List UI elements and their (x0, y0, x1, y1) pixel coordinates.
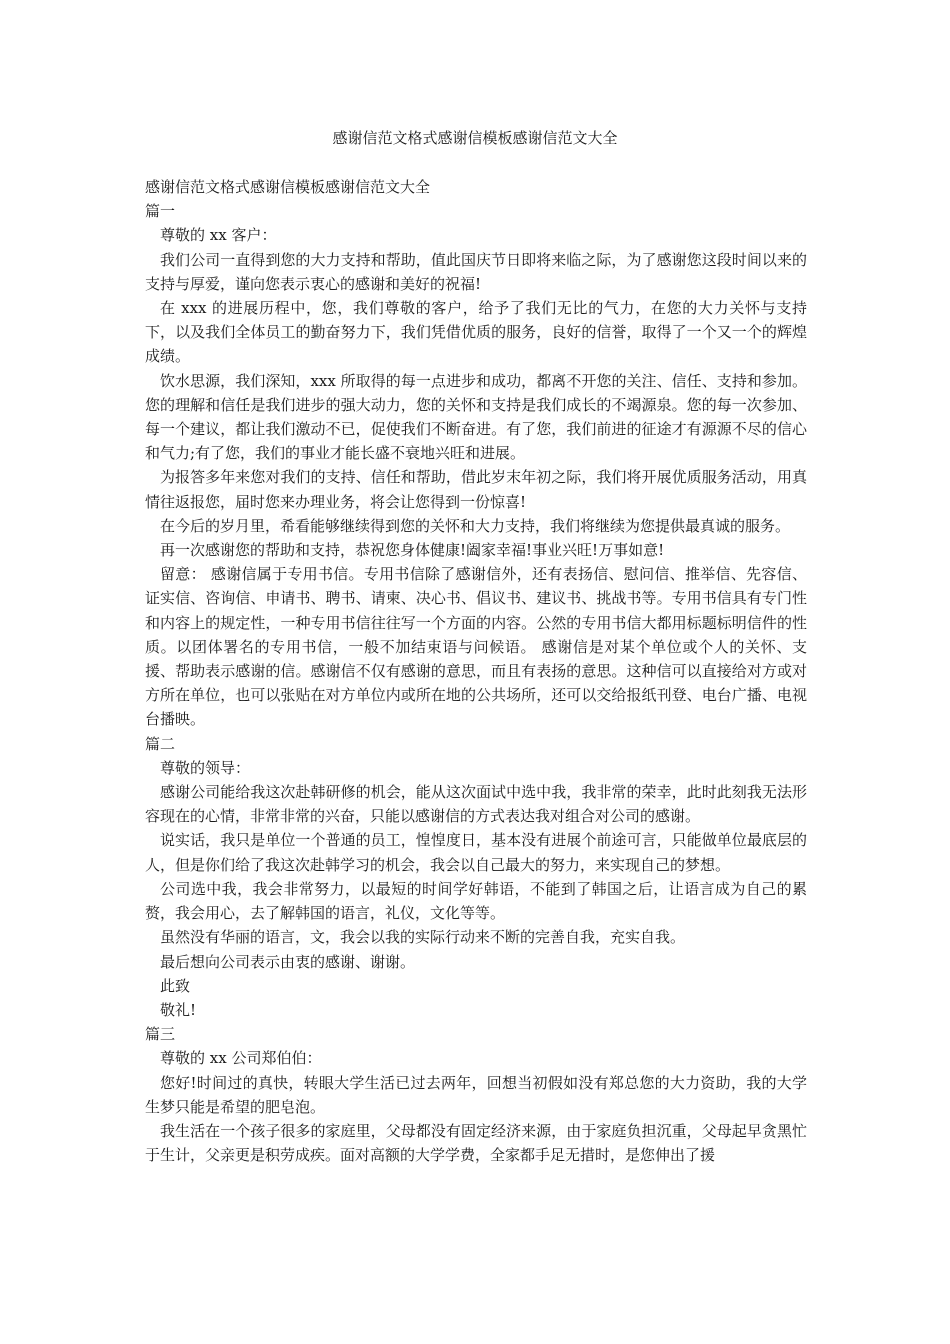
letter-paragraph: 我生活在一个孩子很多的家庭里，父母都没有固定经济来源，由于家庭负担沉重，父母起早贪黑忙于生计，父亲更是积劳成疾。面对高额的大学学费，全家都手足无措时，是您伸出了援 (145, 1121, 807, 1165)
letter-paragraph: 在今后的岁月里，希看能够继续得到您的关怀和大力支持，我们将继续为您提供最真诚的服务。 (160, 516, 791, 535)
note-paragraph: 留意： 感谢信属于专用书信。专用书信除了感谢信外，还有表扬信、慰问信、推举信、先容信、证实信、咨询信、申请书、聘书、请柬、决心书、倡议书、建议书、挑战书等。专用书信具有专门性和内容上的规定性，一种专用书信往往写一个方面的内容。公然的专用书信大都用标题标明信件的性质。以团体署名的专用书信，一般不加结束语与问候语。 感谢信是对某个单位或个人的关怀、支援、帮助表示感谢的信。感谢信不仅有感谢的意思，而且有表扬的意思。这种信可以直接给对方或对方所在单位，也可以张贴在对方单位内或所在地的公共场所，还可以交给报纸刊登、电台广播、电视台播映。 (145, 565, 807, 729)
letter-greeting: 尊敬的 xx 客户： (160, 226, 277, 245)
letter-paragraph: 在 xxx 的进展历程中，您，我们尊敬的客户，给予了我们无比的气力，在您的大力关怀与支持下，以及我们全体员工的勤奋努力下，我们凭借优质的服务，良好的信誉，取得了一个又一个的辉煌成绩。 (145, 299, 807, 366)
letter-paragraph: 公司选中我，我会非常努力，以最短的时间学好韩语，不能到了韩国之后，让语言成为自己的累赘，我会用心，去了解韩国的语言，礼仪，文化等等。 (145, 879, 807, 923)
letter-paragraph: 您好!时间过的真快，转眼大学生活已过去两年，回想当初假如没有郑总您的大力资助，我的大学生梦只能是希望的肥皂泡。 (145, 1073, 807, 1116)
section-heading: 篇二 (145, 734, 176, 753)
document-subtitle: 感谢信范文格式感谢信模板感谢信范文大全 (145, 178, 431, 196)
letter-closing: 此致 (160, 976, 191, 995)
letter-greeting: 尊敬的 xx 公司郑伯伯： (160, 1049, 322, 1068)
document-title: 感谢信范文格式感谢信模板感谢信范文大全 (332, 129, 618, 147)
letter-paragraph: 虽然没有华丽的语言，文，我会以我的实际行动来不断的完善自我，充实自我。 (160, 928, 686, 947)
letter-salute: 敬礼! (160, 1000, 197, 1019)
section-heading: 篇一 (145, 202, 176, 221)
letter-paragraph: 我们公司一直得到您的大力支持和帮助，值此国庆节日即将来临之际，为了感谢您这段时间以来的支持与厚爱，谨向您表示衷心的感谢和美好的祝福! (145, 250, 807, 293)
letter-paragraph: 饮水思源，我们深知，xxx 所取得的每一点进步和成功，都离不开您的关注、信任、支持和参加。您的理解和信任是我们进步的强大动力，您的关怀和支持是我们成长的不竭源泉。您的每一次参加、每一个建议，都让我们激动不已，促使我们不断奋进。有了您，我们前进的征途才有源源不尽的信心和气力;有了您，我们的事业才能长盛不衰地兴旺和进展。 (145, 371, 807, 463)
letter-paragraph: 为报答多年来您对我们的支持、信任和帮助，借此岁末年初之际，我们将开展优质服务活动，用真情往返报您，届时您来办理业务，将会让您得到一份惊喜! (145, 468, 807, 511)
letter-greeting: 尊敬的领导： (160, 758, 251, 777)
letter-paragraph: 最后想向公司表示由衷的感谢、谢谢。 (160, 952, 416, 971)
letter-paragraph: 感谢公司能给我这次赴韩研修的机会，能从这次面试中选中我，我非常的荣幸，此时此刻我无法形容现在的心情，非常非常的兴奋，只能以感谢信的方式表达我对组合对公司的感谢。 (145, 783, 807, 826)
section-heading: 篇三 (145, 1025, 176, 1044)
document-body (145, 175, 807, 1167)
letter-paragraph: 再一次感谢您的帮助和支持，恭祝您身体健康!阖家幸福!事业兴旺!万事如意! (160, 541, 665, 560)
letter-paragraph: 说实话，我只是单位一个普通的员工，惶惶度日，基本没有进展个前途可言，只能做单位最底层的人，但是你们给了我这次赴韩学习的机会，我会以自己最大的努力，来实现自己的梦想。 (145, 831, 807, 874)
